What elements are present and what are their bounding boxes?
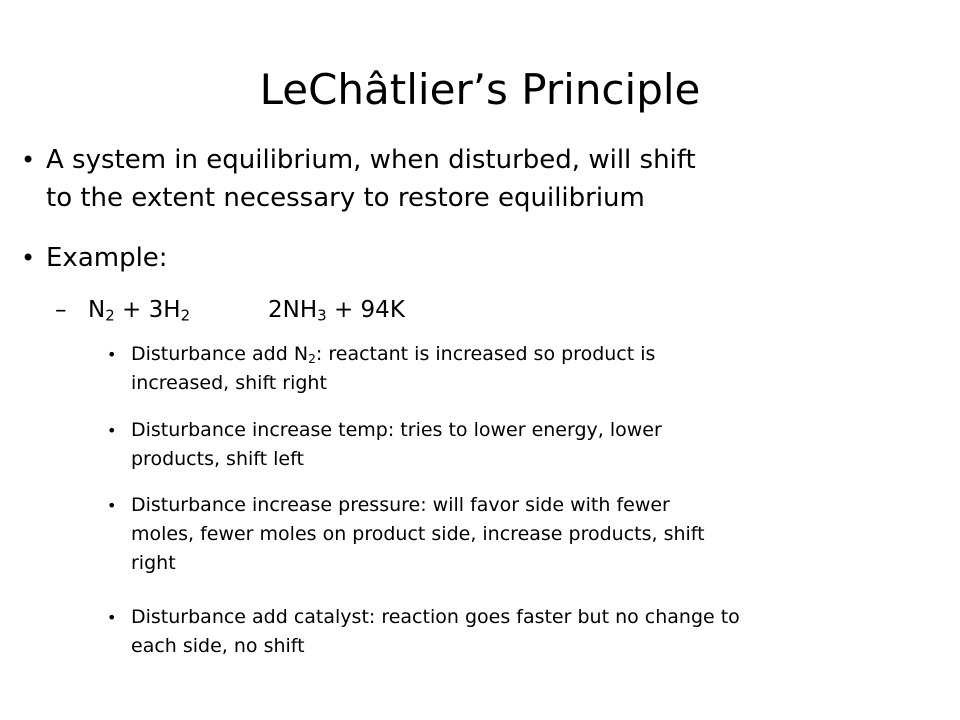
product-nh: 2NH [268, 297, 318, 323]
disturbance-4-line-2: each side, no shift [131, 635, 305, 657]
principle-line-1: A system in equilibrium, when disturbed, will shift [46, 145, 696, 175]
disturbance-item [107, 491, 705, 578]
reactant-h-subscript: 2 [180, 306, 191, 325]
product-energy: + 94K [326, 297, 405, 323]
disturbance-2-line-1: Disturbance increase temp: tries to lower energy, lower [131, 419, 662, 441]
disturbance-1-line-1-post: : reactant is increased so product is [315, 343, 656, 365]
bullet-dot-icon: • [107, 608, 117, 627]
principle-line-2: to the extent necessary to restore equilibrium [46, 183, 645, 213]
bullet-dot-icon: • [107, 496, 117, 515]
reactant-h: + 3H [114, 297, 181, 323]
disturbance-3-line-3: right [131, 552, 176, 574]
disturbance-3-line-1: Disturbance increase pressure: will favor side with fewer [131, 494, 670, 516]
reactant-n: N [88, 297, 106, 323]
disturbance-2-line-2: products, shift left [131, 448, 304, 470]
disturbance-1-line-2: increased, shift right [131, 372, 327, 394]
disturbance-4-line-1: Disturbance add catalyst: reaction goes faster but no change to [131, 606, 740, 628]
example-label: Example: [46, 243, 168, 273]
bullet-dot-icon: • [107, 421, 117, 440]
bullet-dot-icon: • [21, 244, 36, 272]
disturbance-1-line-1-pre: Disturbance add N [131, 343, 309, 365]
bullet-dot-icon: • [21, 146, 36, 174]
disturbance-3-line-2: moles, fewer moles on product side, increase products, shift [131, 523, 705, 545]
reactant-n-subscript: 2 [105, 306, 115, 325]
reaction-equation [55, 294, 191, 326]
bullet-principle [21, 141, 696, 217]
slide-title: LeChâtlier’s Principle [259, 65, 701, 114]
disturbance-item [107, 416, 662, 474]
disturbance-1-subscript: 2 [308, 352, 316, 367]
bullet-dot-icon: • [107, 345, 117, 364]
bullet-example [21, 239, 168, 277]
disturbance-item [107, 603, 740, 661]
product-nh-subscript: 3 [317, 306, 327, 325]
bullet-dash-icon: – [55, 297, 67, 323]
reaction-products [268, 294, 405, 326]
disturbance-item [107, 340, 656, 398]
